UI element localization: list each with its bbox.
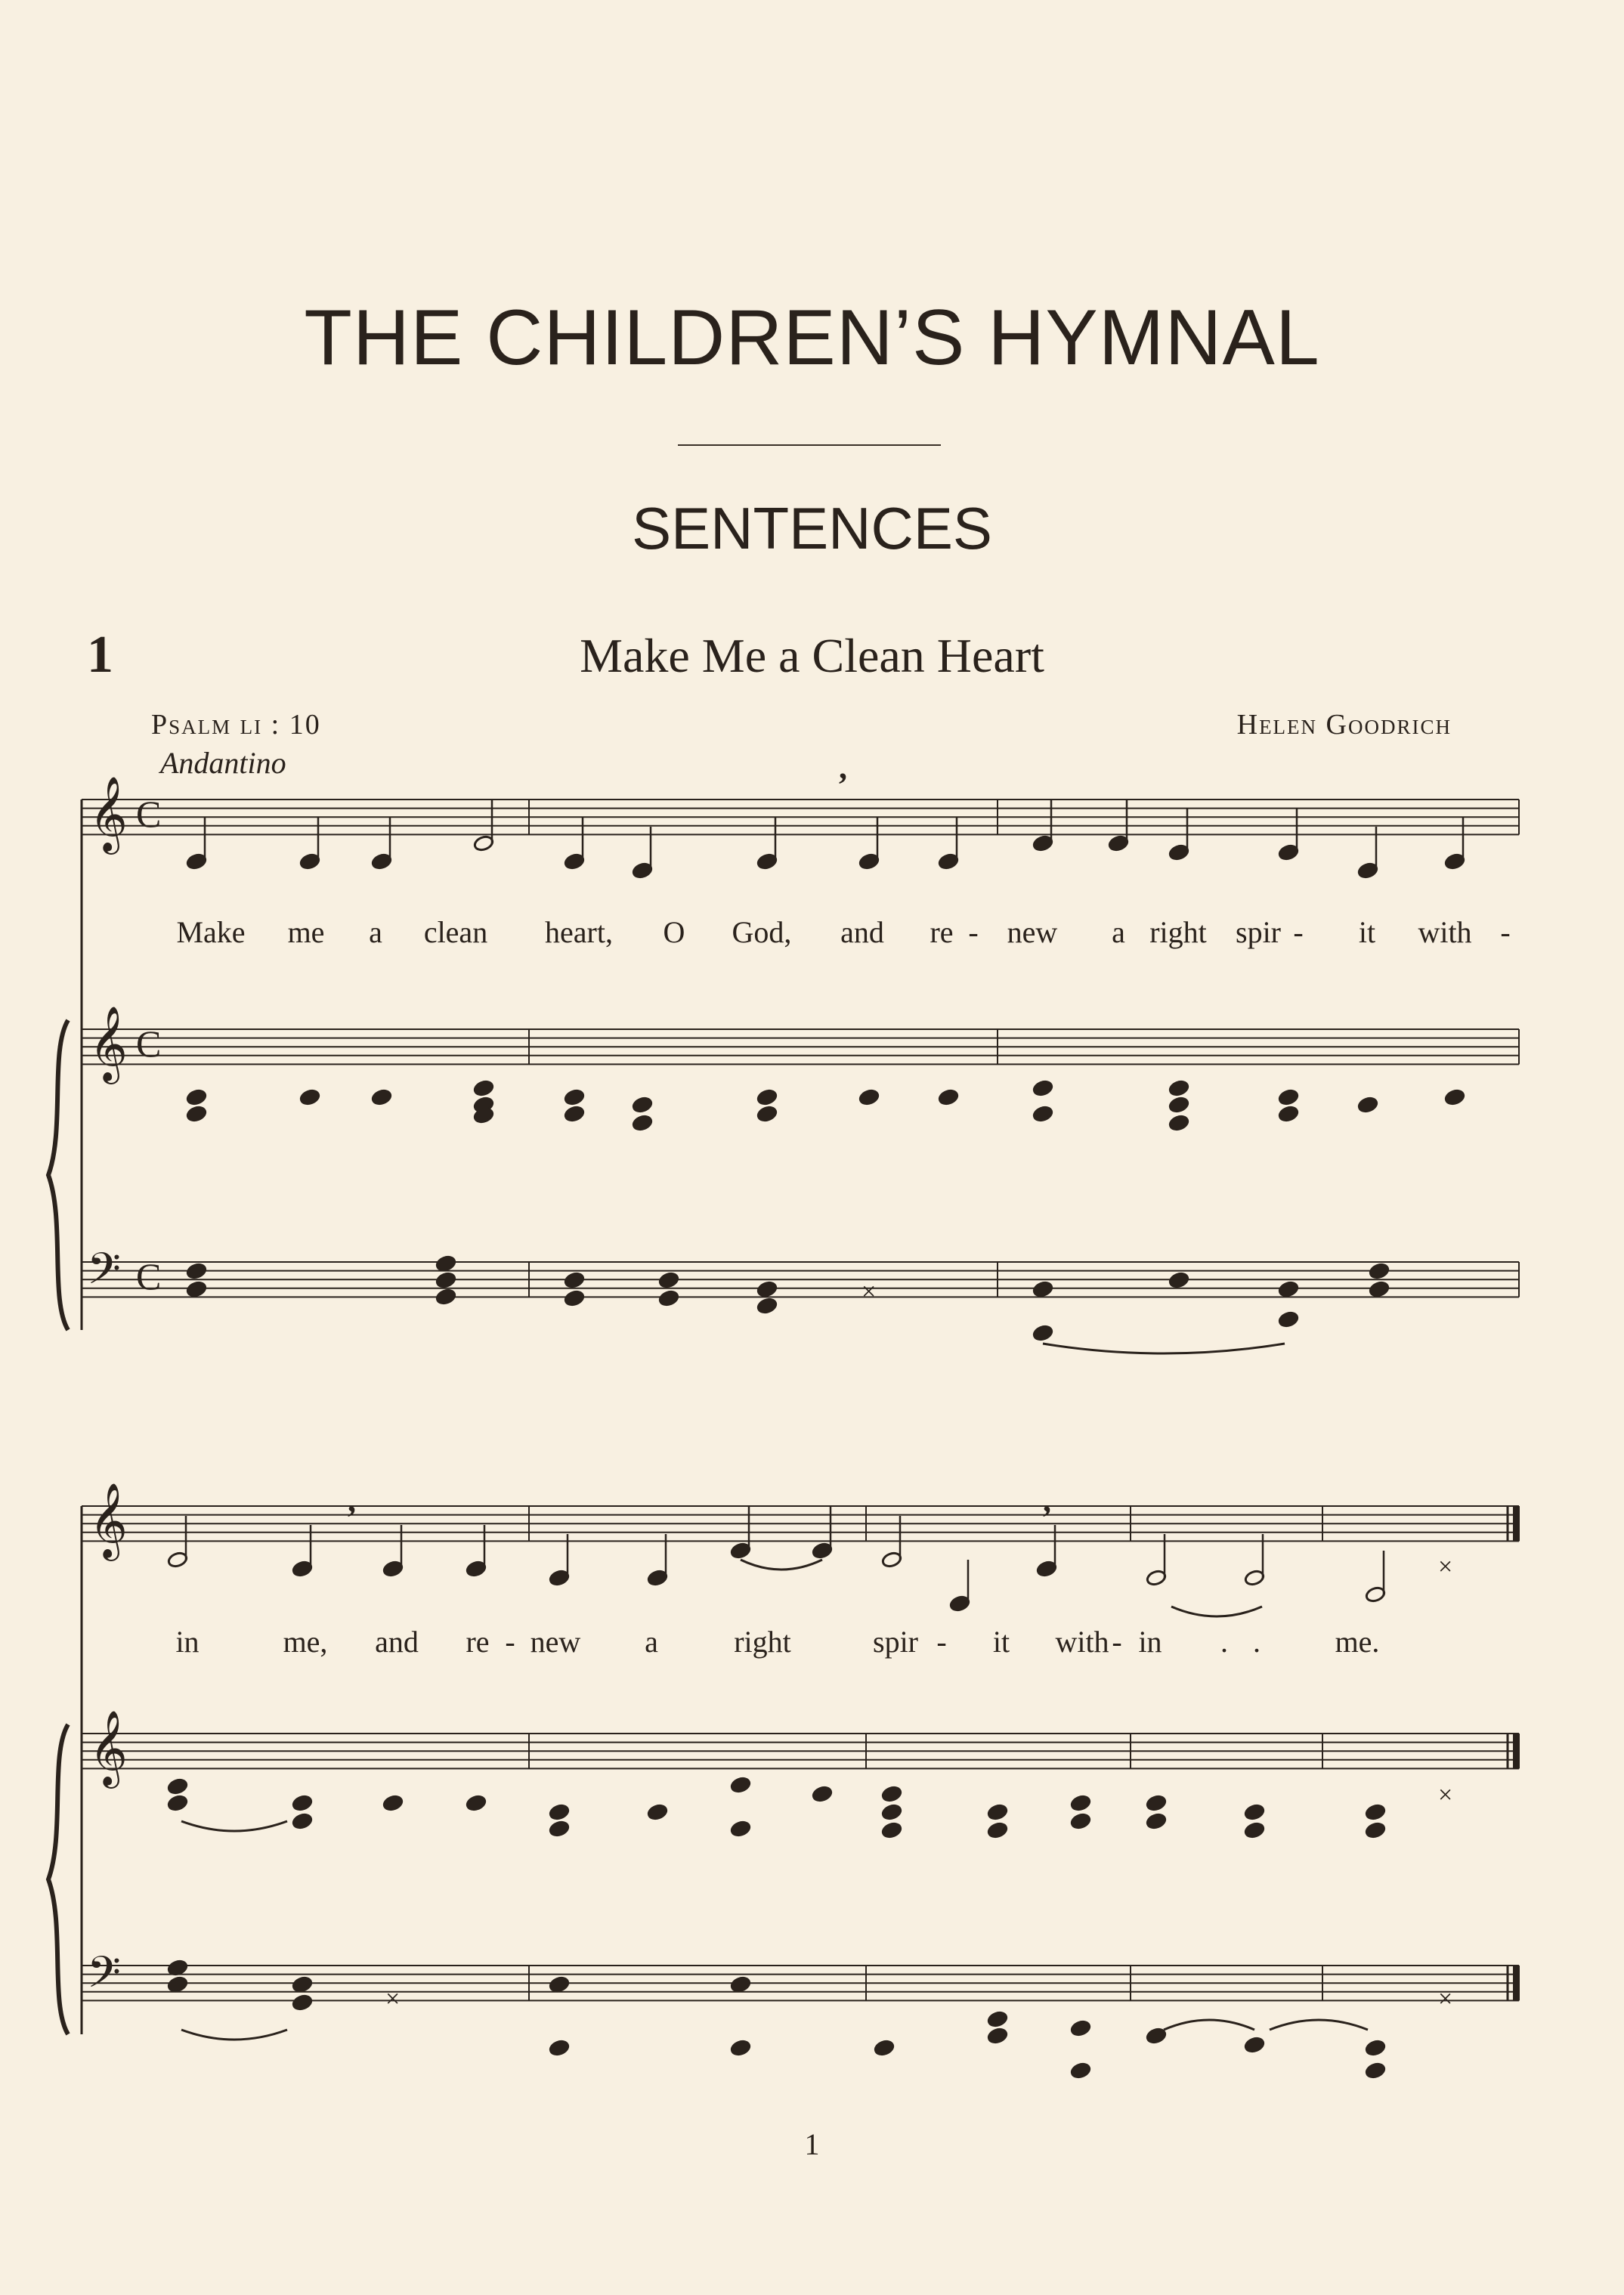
bass-note — [658, 1271, 679, 1288]
chord-note — [1168, 1096, 1189, 1113]
lyric-syllable: a — [645, 1625, 658, 1659]
chord-note — [1444, 1088, 1465, 1106]
lyric-syllable: with — [1418, 915, 1472, 949]
chord-note — [473, 1079, 494, 1096]
chord-note — [1070, 1794, 1091, 1811]
hymn-number: 1 — [87, 626, 113, 684]
chord-note — [292, 1812, 313, 1830]
quarter-rest: × — [385, 1985, 401, 2013]
lyric-syllable: me. — [1335, 1625, 1380, 1659]
bass-note — [549, 2039, 570, 2056]
final-bar-thick — [1513, 1966, 1520, 2000]
chord-note — [1365, 1821, 1386, 1839]
bass-note — [1070, 2061, 1091, 2079]
chord-note — [1244, 1803, 1265, 1820]
quarter-rest: × — [861, 1278, 877, 1306]
bass-note — [874, 2039, 895, 2056]
bass-note — [1278, 1280, 1299, 1298]
chord-note — [987, 1821, 1008, 1839]
chord-note — [549, 1803, 570, 1820]
chord-note — [466, 1794, 487, 1811]
lyric-syllable: me, — [283, 1625, 328, 1659]
chord-note — [812, 1785, 833, 1802]
lyric-syllable: - — [505, 1625, 515, 1659]
treble-clef: 𝄞 — [89, 1483, 128, 1558]
bass-note — [756, 1297, 778, 1314]
common-time: C — [136, 1255, 162, 1298]
lyric-syllable: in — [175, 1625, 200, 1659]
bass-note — [549, 1975, 570, 1993]
bass-note — [1032, 1280, 1053, 1298]
bass-note — [1070, 2019, 1091, 2037]
breath-mark: , — [839, 749, 847, 786]
chord-note — [564, 1088, 585, 1106]
common-time: C — [136, 793, 162, 835]
bar-lines — [82, 800, 1520, 2034]
lyric-syllable: - — [1500, 915, 1511, 949]
chord-note — [756, 1088, 778, 1106]
lyric-syllable: - — [1293, 915, 1304, 949]
treble-clef: 𝄞 — [89, 1710, 128, 1786]
chord-note — [167, 1777, 188, 1795]
chord-note — [186, 1088, 207, 1106]
bass-note — [1369, 1262, 1390, 1279]
lyric-syllable: it — [992, 1625, 1010, 1659]
lyrics-line-2 — [175, 1625, 1379, 1659]
tempo-marking: Andantino — [160, 746, 286, 780]
lyric-syllable: clean — [423, 915, 488, 949]
bass-note — [564, 1289, 585, 1307]
lyric-syllable: - — [936, 1625, 947, 1659]
bass-note — [435, 1254, 456, 1272]
chord-note — [299, 1088, 320, 1106]
bass-clef: 𝄢 — [87, 1947, 122, 2009]
chord-note — [1146, 1794, 1167, 1811]
chord-note — [382, 1794, 404, 1811]
chord-note — [632, 1096, 653, 1113]
lyric-syllable: it — [1358, 915, 1376, 949]
chord-note — [1365, 1803, 1386, 1820]
chord-note — [881, 1785, 902, 1802]
breath-mark: , — [1043, 1482, 1051, 1519]
bass-note — [435, 1288, 456, 1305]
brace — [48, 1020, 68, 1330]
chord-note — [371, 1088, 392, 1106]
hymn-title: Make Me a Clean Heart — [580, 629, 1044, 682]
clefs — [87, 776, 161, 2009]
chord-note — [186, 1105, 207, 1122]
lyric-syllable: new — [530, 1625, 581, 1659]
lyric-syllable: Make — [176, 915, 246, 949]
lyric-syllable: - — [968, 915, 979, 949]
bass-note — [1168, 1271, 1189, 1288]
quarter-rest: × — [1438, 1781, 1453, 1809]
final-bar-thick — [1513, 1734, 1520, 1768]
chord-note — [881, 1803, 902, 1820]
bass-note — [730, 2039, 751, 2056]
chord-note — [1168, 1079, 1189, 1096]
chord-note — [1278, 1088, 1299, 1106]
lyric-syllable: God, — [732, 915, 792, 949]
lyric-syllable: and — [375, 1625, 419, 1659]
chord-note — [632, 1114, 653, 1131]
bass-note — [292, 1975, 313, 1993]
bass-note — [658, 1289, 679, 1307]
lyric-syllable: . — [1253, 1625, 1261, 1659]
bass-note — [186, 1262, 207, 1279]
lyric-syllable: re — [466, 1625, 490, 1659]
chord-note — [564, 1105, 585, 1122]
lyric-syllable: spir — [873, 1625, 918, 1659]
section-title: SENTENCES — [632, 495, 992, 561]
lyric-syllable: re — [930, 915, 954, 949]
lyric-syllable: me — [287, 915, 325, 949]
chord-note — [1070, 1812, 1091, 1830]
lyric-syllable: right — [734, 1625, 791, 1659]
chord-note — [647, 1803, 668, 1820]
bass-note — [435, 1271, 456, 1288]
lyric-syllable: heart, — [545, 915, 613, 949]
bass-note — [1365, 2061, 1386, 2079]
chord-note — [881, 1821, 902, 1839]
slur — [1164, 2020, 1254, 2030]
lyrics-line-1 — [176, 915, 1510, 949]
chord-note — [1032, 1105, 1053, 1122]
bass-note — [1146, 2027, 1167, 2044]
chord-note — [1146, 1812, 1167, 1830]
bass-clef: 𝄢 — [87, 1243, 122, 1305]
quarter-rest: × — [1438, 1985, 1453, 2013]
bass-note — [1032, 1324, 1053, 1341]
chord-note — [549, 1820, 570, 1837]
piano-braces — [48, 1020, 68, 2034]
slur — [741, 1560, 822, 1570]
chord-note — [167, 1794, 188, 1811]
bass-note — [1244, 2036, 1265, 2053]
page-number: 1 — [804, 2127, 820, 2161]
slur — [1270, 2020, 1368, 2030]
bass-note — [186, 1280, 207, 1298]
slur — [181, 1821, 287, 1831]
lyric-syllable: spir — [1236, 915, 1281, 949]
bass-note — [564, 1271, 585, 1288]
lyric-syllable: new — [1007, 915, 1058, 949]
chord-note — [1168, 1114, 1189, 1131]
bass-note — [1365, 2039, 1386, 2056]
slur — [181, 2030, 287, 2040]
chord-note — [938, 1088, 959, 1106]
final-bar-thick — [1513, 1506, 1520, 1541]
treble-clef: 𝄞 — [89, 1006, 128, 1081]
chord-note — [1244, 1821, 1265, 1839]
lyric-syllable: and — [840, 915, 884, 949]
scripture-reference: Psalm li : 10 — [151, 709, 321, 741]
chord-note — [730, 1776, 751, 1793]
slur — [1043, 1344, 1285, 1353]
bass-note — [167, 1975, 188, 1993]
lyric-syllable: with — [1055, 1625, 1109, 1659]
bass-note — [1369, 1280, 1390, 1298]
bass-note — [987, 2010, 1008, 2027]
chord-note — [987, 1803, 1008, 1820]
brace — [48, 1724, 68, 2034]
lyric-syllable: a — [369, 915, 382, 949]
quarter-rest: × — [1438, 1553, 1453, 1581]
treble-clef: 𝄞 — [89, 776, 128, 852]
chord-note — [858, 1088, 880, 1106]
bass-note — [730, 1975, 751, 1993]
lyric-syllable: in — [1138, 1625, 1162, 1659]
chord-note — [1357, 1096, 1378, 1113]
chord-note — [1278, 1105, 1299, 1122]
bass-note — [987, 2027, 1008, 2044]
lyric-syllable: right — [1149, 915, 1207, 949]
composer-credit: Helen Goodrich — [1236, 709, 1452, 741]
bass-note — [756, 1280, 778, 1298]
chord-note — [756, 1105, 778, 1122]
bass-note — [292, 1993, 313, 2011]
chord-note — [1032, 1079, 1053, 1096]
lyric-syllable: a — [1112, 915, 1125, 949]
lyric-syllable: . — [1220, 1625, 1228, 1659]
breath-mark: , — [348, 1482, 356, 1519]
slur — [1171, 1607, 1262, 1616]
book-title: THE CHILDREN’S HYMNAL — [304, 294, 1320, 382]
common-time: C — [136, 1022, 162, 1065]
notes — [167, 800, 1465, 2080]
chord-note — [730, 1820, 751, 1837]
bass-note — [1278, 1310, 1299, 1328]
lyric-syllable: - — [1112, 1625, 1122, 1659]
lyric-syllable: O — [663, 915, 685, 949]
chord-note — [292, 1794, 313, 1811]
